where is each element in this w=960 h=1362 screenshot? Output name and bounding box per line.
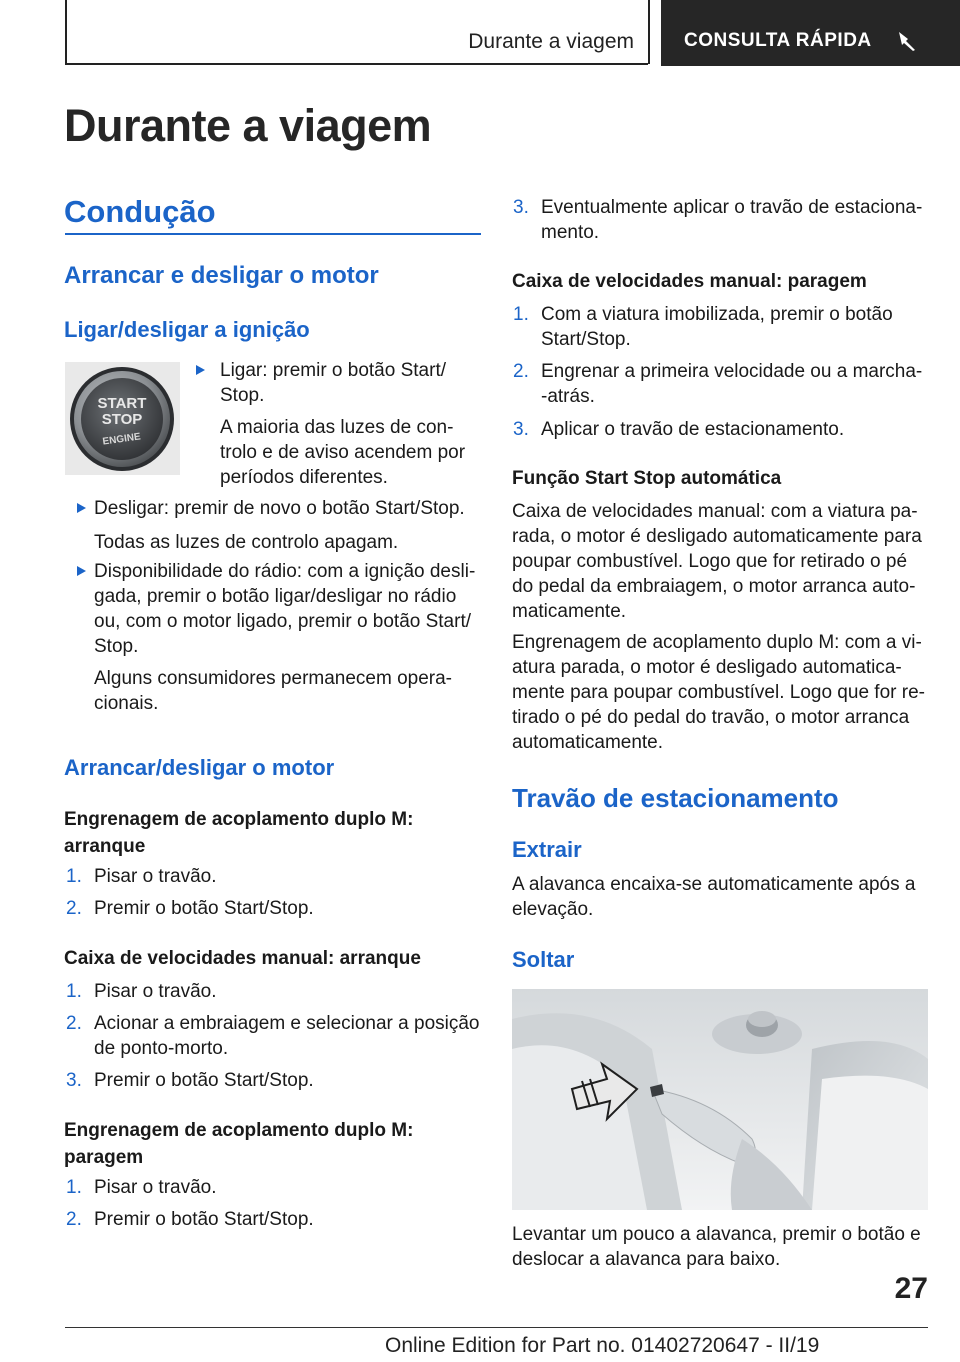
section-title-conducao: Condução [64, 194, 216, 229]
bullet-radio: Disponibilidade do rádio: com a ignição desli- gada, premir o botão ligar/desligar no rádio ou, com o motor ligado, premir o botão Start/ Stop. [94, 561, 476, 657]
header-rule-divider [648, 0, 650, 64]
paragraph-dct-auto: Engrenagem de acoplamento duplo M: com a vi- atura parada, o motor é desligado automatica- mente para poupar combustível. Logo que for re- tirado o pé do pedal do travão, o motor arranca automaticamente. [512, 632, 925, 753]
paragraph-extract: A alavanca encaixa-se automaticamente após a elevação. [512, 874, 916, 920]
list-number: 2. [66, 1013, 82, 1034]
bullet-marker [77, 503, 86, 513]
subheading-auto-start-stop: Função Start Stop automática [512, 468, 782, 489]
list-item: Aplicar o travão de estacionamento. [541, 419, 845, 440]
list-number: 1. [66, 866, 82, 887]
bullet-ignition-off-note: Todas as luzes de controlo apagam. [94, 532, 399, 553]
header-section-title: Durante a viagem [468, 30, 634, 53]
bullet-ignition-off: Desligar: premir de novo o botão Start/Stop. [94, 498, 465, 519]
bullet-marker [77, 566, 86, 576]
list-item: Engrenar a primeira velocidade ou a marcha- -atrás. [541, 361, 923, 407]
header-tab-quick-reference[interactable] [661, 0, 960, 66]
subsection-title-parking-brake: Travão de estacionamento [512, 783, 839, 813]
list-item: Pisar o travão. [94, 1177, 217, 1198]
subheading-dct-stop: Engrenagem de acoplamento duplo M: paragem [64, 1120, 414, 1168]
list-item: Acionar a embraiagem e selecionar a posição de ponto-morto. [94, 1013, 480, 1059]
list-number: 3. [513, 197, 529, 218]
list-number: 1. [66, 981, 82, 1002]
page-number: 27 [894, 1272, 928, 1305]
bullet-radio-note: Alguns consumidores permanecem opera- cionais. [94, 668, 453, 714]
heading-release: Soltar [512, 947, 575, 972]
header-rule-bottom [65, 63, 648, 65]
parking-brake-image [512, 989, 928, 1210]
page-header [0, 0, 960, 66]
bullet-ignition-on-note: A maioria das luzes de con- trolo e de aviso acendem por períodos diferentes. [220, 417, 466, 488]
list-item: Com a viatura imobilizada, premir o botão Start/Stop. [541, 304, 893, 350]
subheading-dct-start: Engrenagem de acoplamento duplo M: arranque [64, 809, 414, 857]
list-item: Pisar o travão. [94, 981, 217, 1002]
quick-reference-icon [895, 29, 919, 53]
bullet-ignition-on: Ligar: premir o botão Start/ Stop. [220, 360, 446, 406]
list-number: 1. [513, 304, 529, 325]
subsection-title-start-stop-engine: Arrancar e desligar o motor [64, 262, 379, 289]
start-label: START [97, 395, 147, 412]
stop-label: STOP [101, 411, 143, 428]
list-number: 2. [513, 361, 529, 382]
paragraph-manual-auto: Caixa de velocidades manual: com a viatura pa- rada, o motor é desligado automaticamente para poupar combustível. Logo que for retirado o pé do pedal da embraiagem, o motor arranca auto- maticamente. [512, 501, 922, 622]
footer-rule [65, 1327, 928, 1328]
list-item: Premir o botão Start/Stop. [94, 898, 314, 919]
subheading-manual-stop: Caixa de velocidades manual: paragem [512, 271, 867, 292]
list-item: Premir o botão Start/Stop. [94, 1070, 314, 1091]
heading-ignition: Ligar/desligar a ignição [64, 317, 310, 342]
list-item: Pisar o travão. [94, 866, 217, 887]
page-title: Durante a viagem [64, 100, 432, 151]
heading-engine: Arrancar/desligar o motor [64, 755, 335, 780]
list-item: Premir o botão Start/Stop. [94, 1209, 314, 1230]
footer-edition: Online Edition for Part no. 01402720647 - II/19 [385, 1334, 820, 1357]
list-number: 2. [66, 1209, 82, 1230]
list-number: 1. [66, 1177, 82, 1198]
caption-release: Levantar um pouco a alavanca, premir o botão e deslocar a alavanca para baixo. [512, 1224, 921, 1270]
bullet-marker [196, 365, 205, 375]
header-rule-left [65, 0, 67, 64]
engine-label: ENGINE [101, 431, 142, 448]
list-number: 3. [66, 1070, 82, 1091]
subheading-manual-start: Caixa de velocidades manual: arranque [64, 948, 421, 969]
section-rule [65, 233, 481, 235]
heading-extract: Extrair [512, 837, 582, 862]
header-tab-label: CONSULTA RÁPIDA [684, 30, 872, 51]
start-stop-button-image [65, 362, 180, 475]
list-number: 2. [66, 898, 82, 919]
list-number: 3. [513, 419, 529, 440]
list-item: Eventualmente aplicar o travão de estaciona- mento. [541, 197, 923, 243]
